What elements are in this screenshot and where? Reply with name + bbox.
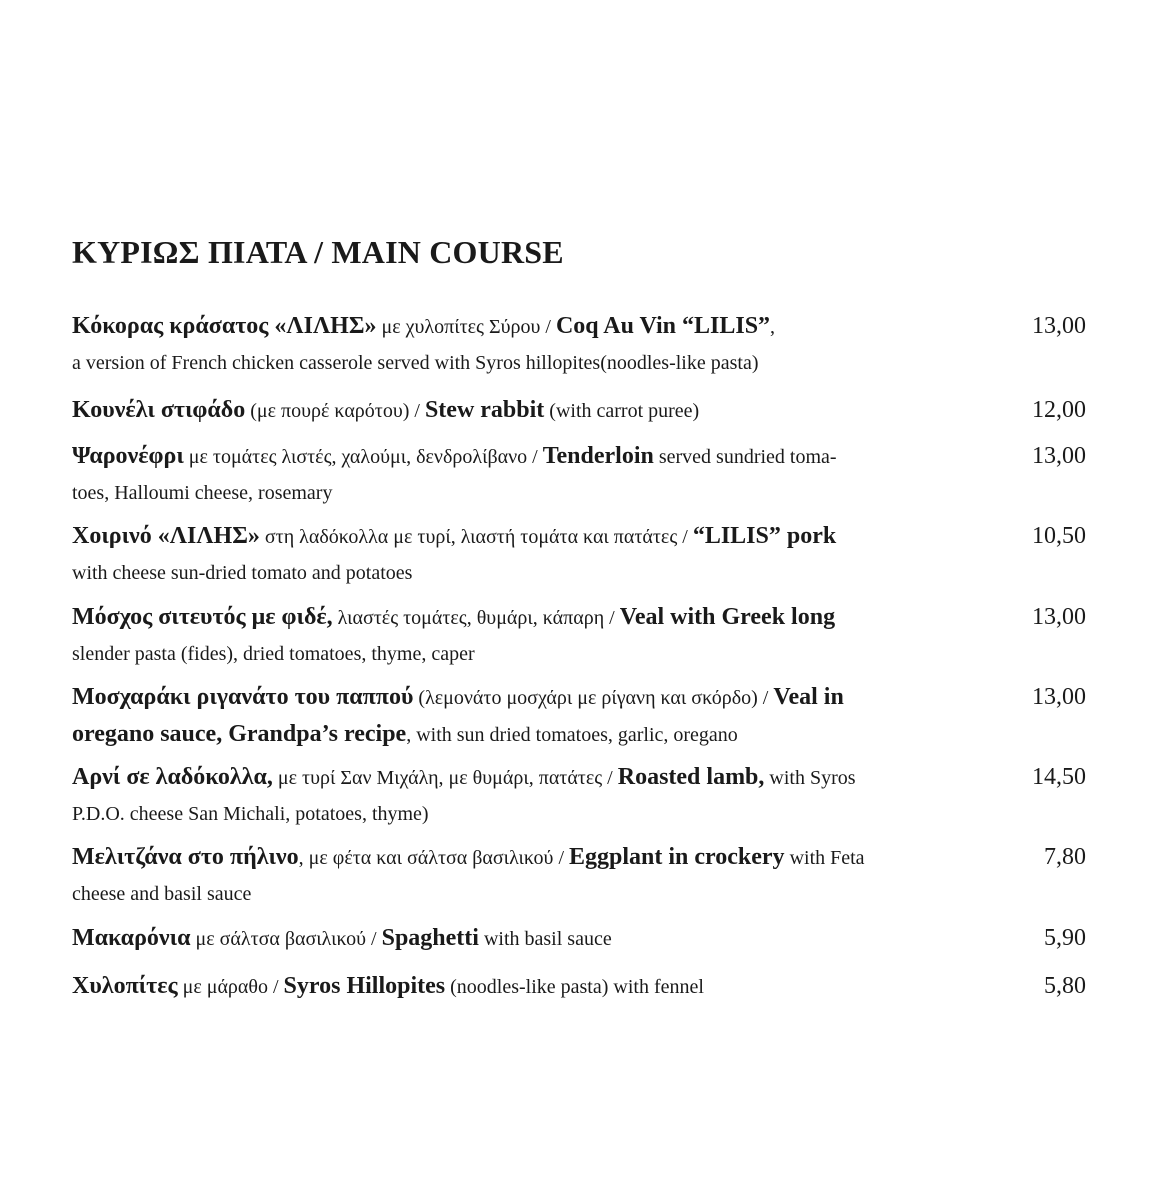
dish-detail: με χυλοπίτες Σύρου / — [376, 316, 556, 338]
dish-detail: (with carrot puree) — [544, 400, 700, 422]
menu-item-price: 7,80 — [1044, 844, 1086, 870]
menu-item-line-1 — [72, 437, 972, 476]
menu-item — [72, 678, 1086, 752]
dish-name: Μακαρόνια — [72, 925, 191, 951]
dish-detail: (λεμονάτο μοσχάρι με ρίγανη και σκόρδο) / — [413, 687, 774, 709]
dish-detail: with basil sauce — [478, 928, 612, 950]
dish-detail: (noodles-like pasta) with fennel — [445, 976, 704, 998]
dish-detail: P.D.O. cheese San Michali, potatoes, thyme) — [72, 803, 429, 825]
menu-item-line-2 — [72, 556, 972, 590]
dish-detail: served sundried toma- — [653, 446, 837, 468]
menu-item-line-1 — [72, 678, 972, 717]
dish-name: Roasted lamb, — [617, 764, 765, 790]
dish-name: Spaghetti — [381, 925, 479, 951]
menu-item-line-1 — [72, 838, 972, 877]
dish-detail: στη λαδόκολλα με τυρί, λιαστή τομάτα και πατάτες / — [259, 526, 693, 548]
dish-detail: λιαστές τομάτες, θυμάρι, κάπαρη / — [332, 607, 620, 629]
menu-item-line-1 — [72, 758, 972, 797]
page-title: ΚΥΡΙΩΣ ΠΙΑΤΑ / MAIN COURSE — [72, 234, 564, 270]
dish-name: Ψαρονέφρι — [72, 443, 184, 469]
menu-item-price: 13,00 — [1032, 684, 1086, 710]
menu-item-price: 13,00 — [1032, 443, 1086, 469]
menu-item-description — [72, 437, 972, 510]
menu-item-price: 10,50 — [1032, 523, 1086, 549]
dish-name: Eggplant in crockery — [569, 844, 785, 870]
menu-item-price: 13,00 — [1032, 604, 1086, 630]
dish-detail: with Feta — [784, 847, 865, 869]
dish-detail: με μάραθο / — [177, 976, 284, 998]
dish-name: Μελιτζάνα στο πήλινο — [72, 844, 299, 870]
menu-item-price: 14,50 — [1032, 764, 1086, 790]
menu-item-line-1 — [72, 517, 972, 556]
dish-name: Κουνέλι στιφάδο — [72, 397, 246, 423]
dish-detail: με τομάτες λιστές, χαλούμι, δενδρολίβανο / — [183, 446, 543, 468]
menu-item — [72, 391, 1086, 430]
dish-name: Κόκορας κράσατος «ΛΙΛΗΣ» — [72, 313, 377, 339]
menu-item — [72, 517, 1086, 590]
menu-item-line-2 — [72, 877, 972, 911]
menu-item-line-2 — [72, 797, 972, 831]
dish-name: Tenderloin — [542, 443, 654, 469]
dish-detail: with cheese sun-dried tomato and potatoes — [72, 562, 413, 584]
menu-item-price: 13,00 — [1032, 313, 1086, 339]
menu-item-line-1 — [72, 598, 972, 637]
menu-item-line-1 — [72, 919, 972, 958]
menu-item-line-1 — [72, 391, 972, 430]
menu-item-description — [72, 678, 972, 752]
menu-item — [72, 919, 1086, 958]
menu-item-price: 5,90 — [1044, 925, 1086, 951]
dish-detail: , with sun dried tomatoes, garlic, oregano — [406, 724, 738, 746]
dish-detail: , — [770, 316, 776, 338]
menu-item — [72, 437, 1086, 510]
menu-item-line-1 — [72, 967, 972, 1006]
menu-item-price: 12,00 — [1032, 397, 1086, 423]
menu-item-description — [72, 838, 972, 911]
menu-item — [72, 838, 1086, 911]
dish-name: Veal with Greek long — [619, 604, 836, 630]
menu-item-line-2 — [72, 476, 972, 510]
dish-detail: a version of French chicken casserole served with Syros hillopites(noodles-like pasta) — [72, 352, 759, 374]
dish-name: Veal in — [773, 684, 844, 710]
dish-detail: με σάλτσα βασιλικού / — [190, 928, 382, 950]
dish-name: “LILIS” pork — [692, 523, 837, 549]
menu-item-description — [72, 598, 972, 671]
menu-item — [72, 598, 1086, 671]
dish-detail: toes, Halloumi cheese, rosemary — [72, 482, 333, 504]
menu-item — [72, 758, 1086, 831]
dish-name: Χοιρινό «ΛΙΛΗΣ» — [72, 523, 260, 549]
dish-name: oregano sauce, Grandpa’s recipe — [72, 721, 407, 747]
dish-detail: (με πουρέ καρότου) / — [245, 400, 425, 422]
menu-item-price: 5,80 — [1044, 973, 1086, 999]
menu-item-description — [72, 758, 972, 831]
menu-item-line-2 — [72, 717, 972, 752]
dish-name: Stew rabbit — [424, 397, 545, 423]
dish-detail: with Syros — [764, 767, 856, 789]
menu-item-description — [72, 919, 972, 958]
dish-name: Μοσχαράκι ριγανάτο του παππού — [72, 684, 414, 710]
dish-name: Αρνί σε λαδόκολλα, — [72, 764, 273, 790]
menu-item-description — [72, 307, 972, 380]
menu-item-description — [72, 517, 972, 590]
dish-detail: slender pasta (fides), dried tomatoes, thyme, caper — [72, 643, 475, 665]
dish-detail: cheese and basil sauce — [72, 883, 252, 905]
dish-detail: , με φέτα και σάλτσα βασιλικού / — [298, 847, 569, 869]
menu-item-description — [72, 967, 972, 1006]
menu-item-line-2 — [72, 637, 972, 671]
menu-item-line-1 — [72, 307, 972, 346]
dish-name: Coq Au Vin “LILIS” — [555, 313, 771, 339]
menu-item — [72, 967, 1086, 1006]
menu-item-description — [72, 391, 972, 430]
dish-name: Μόσχος σιτευτός με φιδέ, — [72, 604, 333, 630]
dish-name: Χυλοπίτες — [72, 973, 178, 999]
dish-name: Syros Hillopites — [283, 973, 446, 999]
menu-item-line-2 — [72, 346, 972, 380]
dish-detail: με τυρί Σαν Μιχάλη, με θυμάρι, πατάτες / — [272, 767, 618, 789]
menu-item — [72, 307, 1086, 380]
